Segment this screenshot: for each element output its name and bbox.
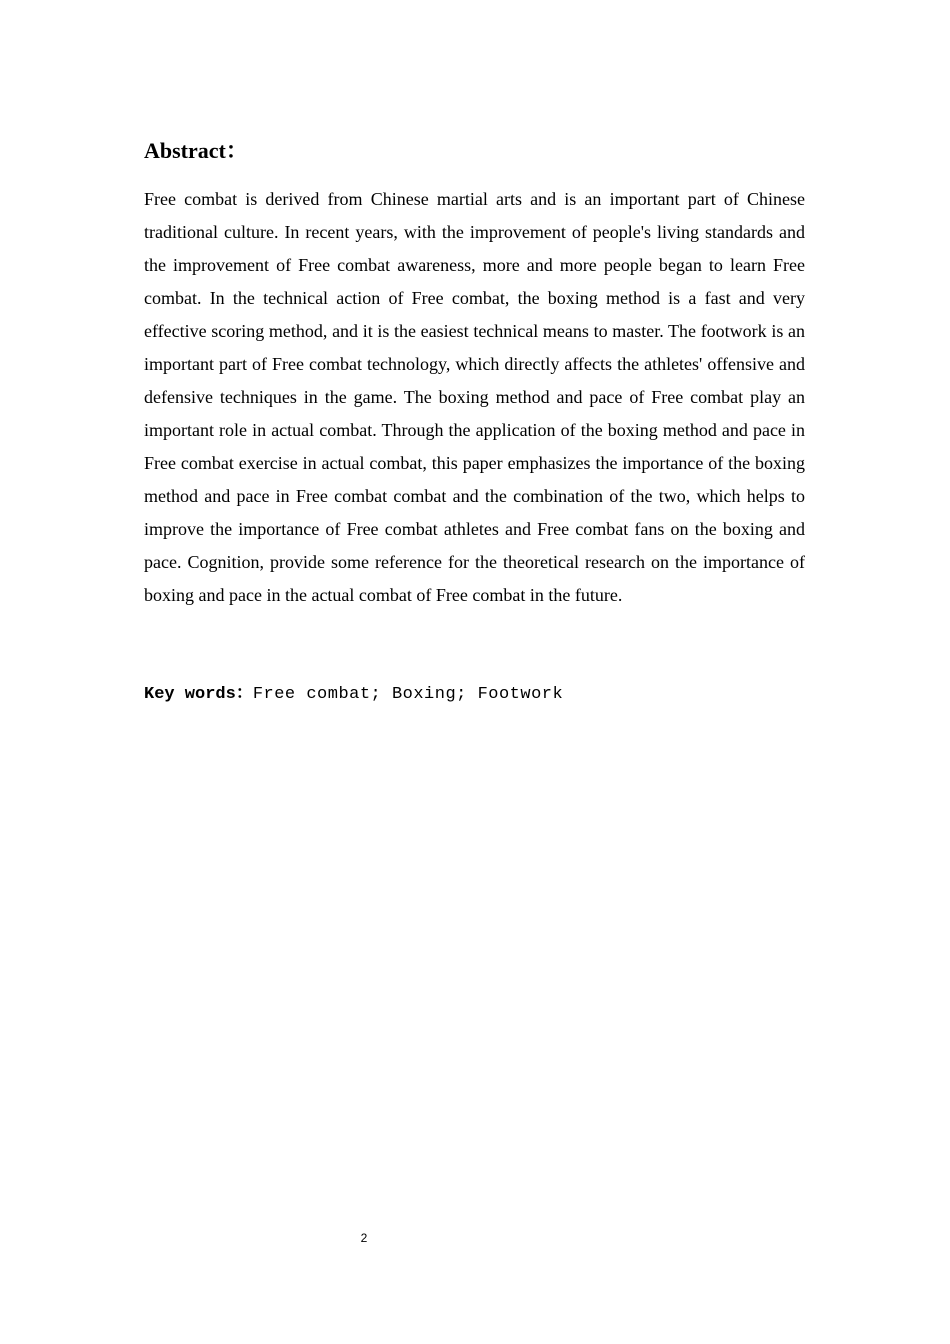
- keywords-label: Key words：: [144, 685, 253, 704]
- keywords-values: Free combat; Boxing; Footwork: [252, 685, 564, 704]
- page-number: 2: [360, 1231, 368, 1245]
- abstract-heading: Abstract：: [144, 138, 248, 163]
- keywords-line: [144, 682, 563, 708]
- abstract-paragraph: Free combat is derived from Chinese martial arts and is an important part of Chinese traditional culture. In recent years, with the improvement of people's living standards and the improvement of Free combat awareness, more and more people began to learn Free combat. In the technical action of Free combat, the boxing method is a fast and very effective scoring method, and it is the easiest technical means to master. The footwork is an important part of Free combat technology, which directly affects the athletes' offensive and defensive techniques in the game. The boxing method and pace of Free combat play an important role in actual combat. Through the application of the boxing method and pace in Free combat exercise in actual combat, this paper emphasizes the importance of the boxing method and pace in Free combat combat and the combination of the two, which helps to improve the importance of Free combat athletes and Free combat fans on the boxing and pace. Cognition, provide some reference for the theoretical research on the importance of boxing and pace in the actual combat of Free combat in the future.: [144, 189, 805, 605]
